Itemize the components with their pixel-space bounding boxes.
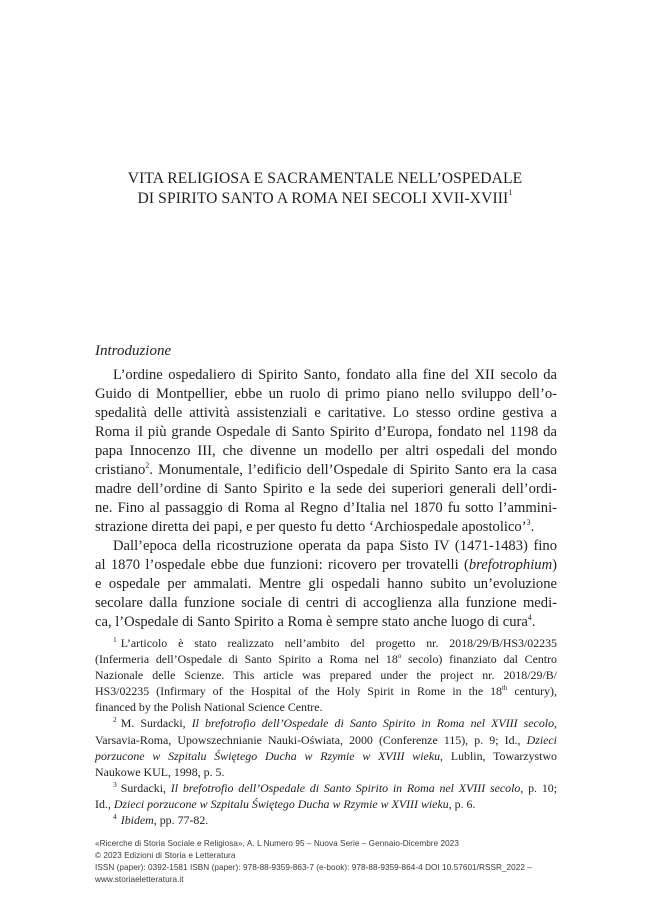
footnote-mark: 3 bbox=[113, 779, 117, 789]
footnote-text: Id., bbox=[95, 796, 114, 811]
footnote-line: financed by the Polish National Science Centre. bbox=[95, 700, 323, 715]
footnote-text: , p. 10; bbox=[520, 780, 558, 795]
body-line: madre dell’ordine di Santo Spirito e la sede dei superiori generali dell’ordi- bbox=[95, 481, 557, 497]
body-text-fragment: ) bbox=[552, 557, 557, 573]
body-line: L’ordine ospedaliero di Spirito Santo, fondato alla fine del XII secolo da bbox=[113, 367, 557, 383]
publication-info bbox=[95, 838, 565, 886]
footnote-line bbox=[95, 635, 557, 651]
body-text-fragment: strazione diretta dei papi, e per questo fu detto ‘Archiospedale apostolico’ bbox=[95, 519, 527, 535]
title-line-2-text: DI SPIRITO SANTO A ROMA NEI SECOLI XVII-XVIII bbox=[137, 190, 509, 207]
footnote-text: , bbox=[554, 716, 558, 731]
footnote-1 bbox=[95, 635, 557, 715]
body-line: Roma il più grande Ospedale di Santo Spirito d’Europa, fondato nel 1198 da bbox=[95, 424, 557, 440]
footnote-text: Varsavia-Roma, Upowszechnianie Nauki-Oświata, 2000 (Conferenze 115), p. 9; Id., bbox=[95, 732, 527, 747]
footnote-title: Dzieci porzucone w Szpitalu Świętego Ducha w Rzymie w XVIII wieku bbox=[113, 796, 449, 811]
body-text-fragment: al 1870 l’ospedale ebbe due funzioni: ricovero per trovatelli ( bbox=[95, 557, 469, 573]
footnote-ref-4: 4 bbox=[527, 613, 532, 622]
title-footnote-ref: 1 bbox=[508, 188, 513, 197]
ordinal-superscript: th bbox=[501, 684, 508, 693]
footnote-text: HS3/02235 (Infirmary of the Hospital of the Holy Spirit in Rome in the 18 bbox=[95, 684, 502, 699]
footnote-text: , Lublin, Towarzystwo bbox=[440, 748, 557, 763]
footnote-line bbox=[95, 812, 557, 828]
body-line bbox=[95, 518, 557, 537]
body-line: Dall’epoca della ricostruzione operata da papa Sisto IV (1471-1483) fino bbox=[113, 538, 557, 554]
footnote-line bbox=[95, 683, 557, 699]
footnote-3 bbox=[95, 780, 557, 812]
footnote-line: Naukowe KUL, 1998, p. 5. bbox=[95, 764, 225, 779]
footnote-line: Nazionale delle Scienze. This article was prepared under the project nr. 2018/29/B/ bbox=[95, 668, 557, 683]
footnote-title: porzucone w Szpitalu Świętego Ducha w Rzymie w XVIII wieku bbox=[95, 748, 441, 763]
footnote-title: Il brefotrofio dell’Ospedale di Santo Spirito in Roma nel XVIII secolo bbox=[170, 780, 521, 795]
footnotes bbox=[95, 635, 557, 828]
footnote-text: Surdacki, bbox=[120, 780, 171, 795]
body-line bbox=[95, 556, 557, 575]
footnote-title: Ibidem bbox=[120, 813, 154, 828]
footnote-mark: 1 bbox=[113, 635, 117, 644]
body-text bbox=[95, 366, 557, 632]
footnote-mark: 2 bbox=[113, 715, 117, 725]
body-line bbox=[95, 461, 557, 480]
footnote-line bbox=[95, 651, 557, 667]
paragraph-1 bbox=[95, 366, 557, 537]
body-line: Guido di Montpellier, ebbe un ruolo di primo piano nello sviluppo dell’o- bbox=[95, 386, 557, 402]
footnote-title: Il brefotrofio dell’Ospedale di Santo Spirito in Roma nel XVIII secolo bbox=[191, 716, 555, 731]
footnote-line bbox=[95, 748, 557, 764]
article-title bbox=[70, 169, 580, 209]
footnote-line bbox=[95, 780, 557, 796]
footnote-mark: 4 bbox=[113, 812, 117, 822]
title-line-2 bbox=[70, 189, 580, 209]
footnote-text: M. Surdacki, bbox=[120, 716, 192, 731]
body-italic-term: brefotrophium bbox=[468, 557, 553, 573]
body-text-fragment: ca, l’Ospedale di Santo Spirito a Roma è sempre stato anche luogo di cura bbox=[95, 614, 528, 630]
paragraph-2 bbox=[95, 537, 557, 632]
ordinal-superscript: o bbox=[397, 652, 402, 661]
section-heading: Introduzione bbox=[95, 343, 172, 359]
footnote-line bbox=[95, 796, 557, 812]
body-line: secolare dalla funzione sociale di centri di accoglienza alla funzione medi- bbox=[95, 595, 557, 611]
footnote-ref-3: 3 bbox=[526, 518, 531, 527]
body-line: papa Innocenzo III, che divenne un modello per altri ospedali del mondo bbox=[95, 443, 557, 459]
footnote-text: secolo) finanziato dal Centro bbox=[401, 652, 557, 667]
footnote-line bbox=[95, 732, 557, 748]
journal-citation: «Ricerche di Storia Sociale e Religiosa», A. L Numero 95 – Nuova Serie – Gennaio-Dicembre 2023 bbox=[95, 839, 459, 848]
footnote-text: , p. 6. bbox=[448, 796, 476, 811]
publisher-website: www.storiaeletteratura.it bbox=[95, 875, 184, 884]
body-text-fragment: . bbox=[530, 519, 535, 535]
footnote-line bbox=[95, 715, 557, 731]
body-line: spedalità delle attività assistenziali e caritative. Lo stesso ordine gestiva a bbox=[95, 405, 557, 421]
footnote-2 bbox=[95, 715, 557, 779]
body-text-fragment: . Monumentale, l’edificio dell’Ospedale di Spirito Santo era la casa bbox=[149, 462, 557, 478]
footnote-text: (Infermeria dell’Ospedale di Santo Spirito a Roma nel 18 bbox=[95, 652, 398, 667]
footnote-title: Dzieci bbox=[526, 732, 557, 747]
footnote-4 bbox=[95, 812, 557, 828]
body-line: ne. Fino al passaggio di Roma al Regno d’Italia nel 1870 fu sotto l’ammini- bbox=[95, 500, 557, 516]
copyright-line: © 2023 Edizioni di Storia e Letteratura bbox=[95, 851, 236, 860]
body-line: e ospedale per ammalati. Mentre gli ospedali hanno subito un’evoluzione bbox=[95, 576, 557, 592]
body-line bbox=[95, 613, 557, 632]
footnote-ref-2: 2 bbox=[145, 461, 150, 470]
body-text-fragment: cristiano bbox=[95, 462, 146, 478]
title-line-1: VITA RELIGIOSA E SACRAMENTALE NELL’OSPEDALE bbox=[127, 170, 523, 187]
body-text-fragment: . bbox=[531, 614, 536, 630]
footnote-text: century), bbox=[507, 684, 557, 699]
footnote-text: , pp. 77-82. bbox=[153, 813, 209, 828]
footnote-text: L’articolo è stato realizzato nell’ambito del progetto nr. 2018/29/B/HS3/02235 bbox=[120, 636, 557, 650]
issn-isbn-doi-line: ISSN (paper): 0392-1581 ISBN (paper): 978-88-9359-863-7 (e-book): 978-88-9359-864-4 DOI 10.57601/RSSR_2022 – bbox=[95, 863, 532, 872]
